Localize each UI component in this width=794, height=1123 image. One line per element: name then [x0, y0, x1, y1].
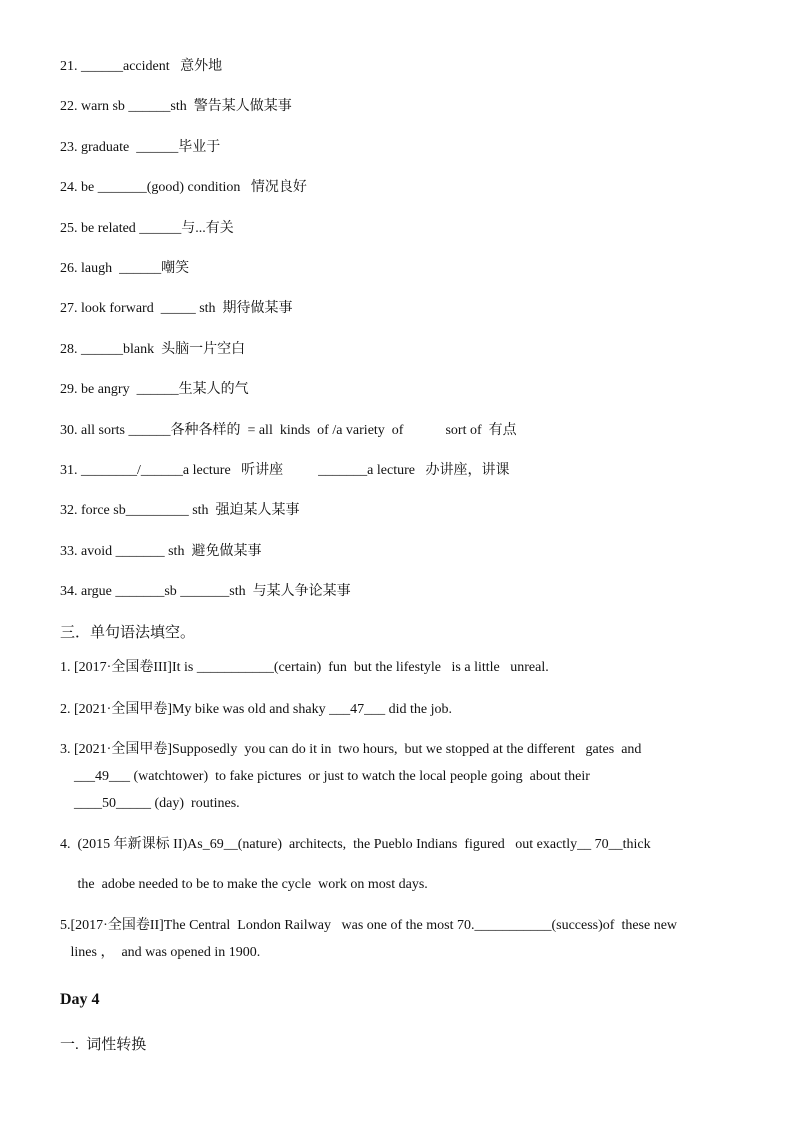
vocab-item-22: 22. warn sb ______sth 警告某人做某事 [60, 99, 292, 114]
grammar-item-1: 1. [2017·全国卷III]It is ___________(certain) fun but the lifestyle is a little unreal. [60, 660, 549, 675]
grammar-item-5-line2: lines ， and was opened in 1900. [60, 945, 261, 960]
grammar-item-3-line3: ____50_____ (day) routines. [60, 796, 240, 811]
section-title-word-forms: 一. 词性转换 [60, 1037, 147, 1053]
vocab-item-29: 29. be angry ______生某人的气 [60, 382, 249, 397]
vocab-item-30: 30. all sorts ______各种各样的 = all kinds of /a variety of sort of 有点 [60, 423, 517, 438]
grammar-item-4-line1: 4. (2015 年新课标 II)As_69__(nature) architects, the Pueblo Indians figured out exactly__ 70__thick [60, 837, 651, 852]
vocab-item-25: 25. be related ______与...有关 [60, 221, 234, 236]
grammar-item-3-line1: 3. [2021·全国甲卷]Supposedly you can do it in two hours, but we stopped at the different gates and [60, 742, 642, 757]
grammar-item-2: 2. [2021·全国甲卷]My bike was old and shaky ___47___ did the job. [60, 702, 452, 717]
vocab-item-32: 32. force sb_________ sth 强迫某人某事 [60, 503, 300, 518]
vocab-item-31: 31. ________/______a lecture 听讲座 _______a lecture 办讲座，讲课 [60, 463, 510, 478]
vocab-item-21: 21. ______accident 意外地 [60, 59, 223, 74]
grammar-item-4-line2: the adobe needed to be to make the cycle work on most days. [60, 877, 428, 892]
vocab-item-24: 24. be _______(good) condition 情况良好 [60, 180, 307, 195]
vocab-item-28: 28. ______blank 头脑一片空白 [60, 342, 246, 357]
vocab-item-33: 33. avoid _______ sth 避免做某事 [60, 544, 262, 559]
vocab-item-23: 23. graduate ______毕业于 [60, 140, 221, 155]
day-title: Day 4 [60, 991, 100, 1008]
vocab-item-34: 34. argue _______sb _______sth 与某人争论某事 [60, 584, 351, 599]
grammar-item-3-line2: ___49___ (watchtower) to fake pictures or just to watch the local people going about their [60, 769, 590, 784]
vocab-item-27: 27. look forward _____ sth 期待做某事 [60, 301, 293, 316]
section-title-grammar: 三．单句语法填空。 [60, 625, 196, 641]
grammar-item-5-line1: 5.[2017·全国卷II]The Central London Railway was one of the most 70.___________(success)of these new [60, 918, 678, 933]
vocab-item-26: 26. laugh ______嘲笑 [60, 261, 190, 276]
